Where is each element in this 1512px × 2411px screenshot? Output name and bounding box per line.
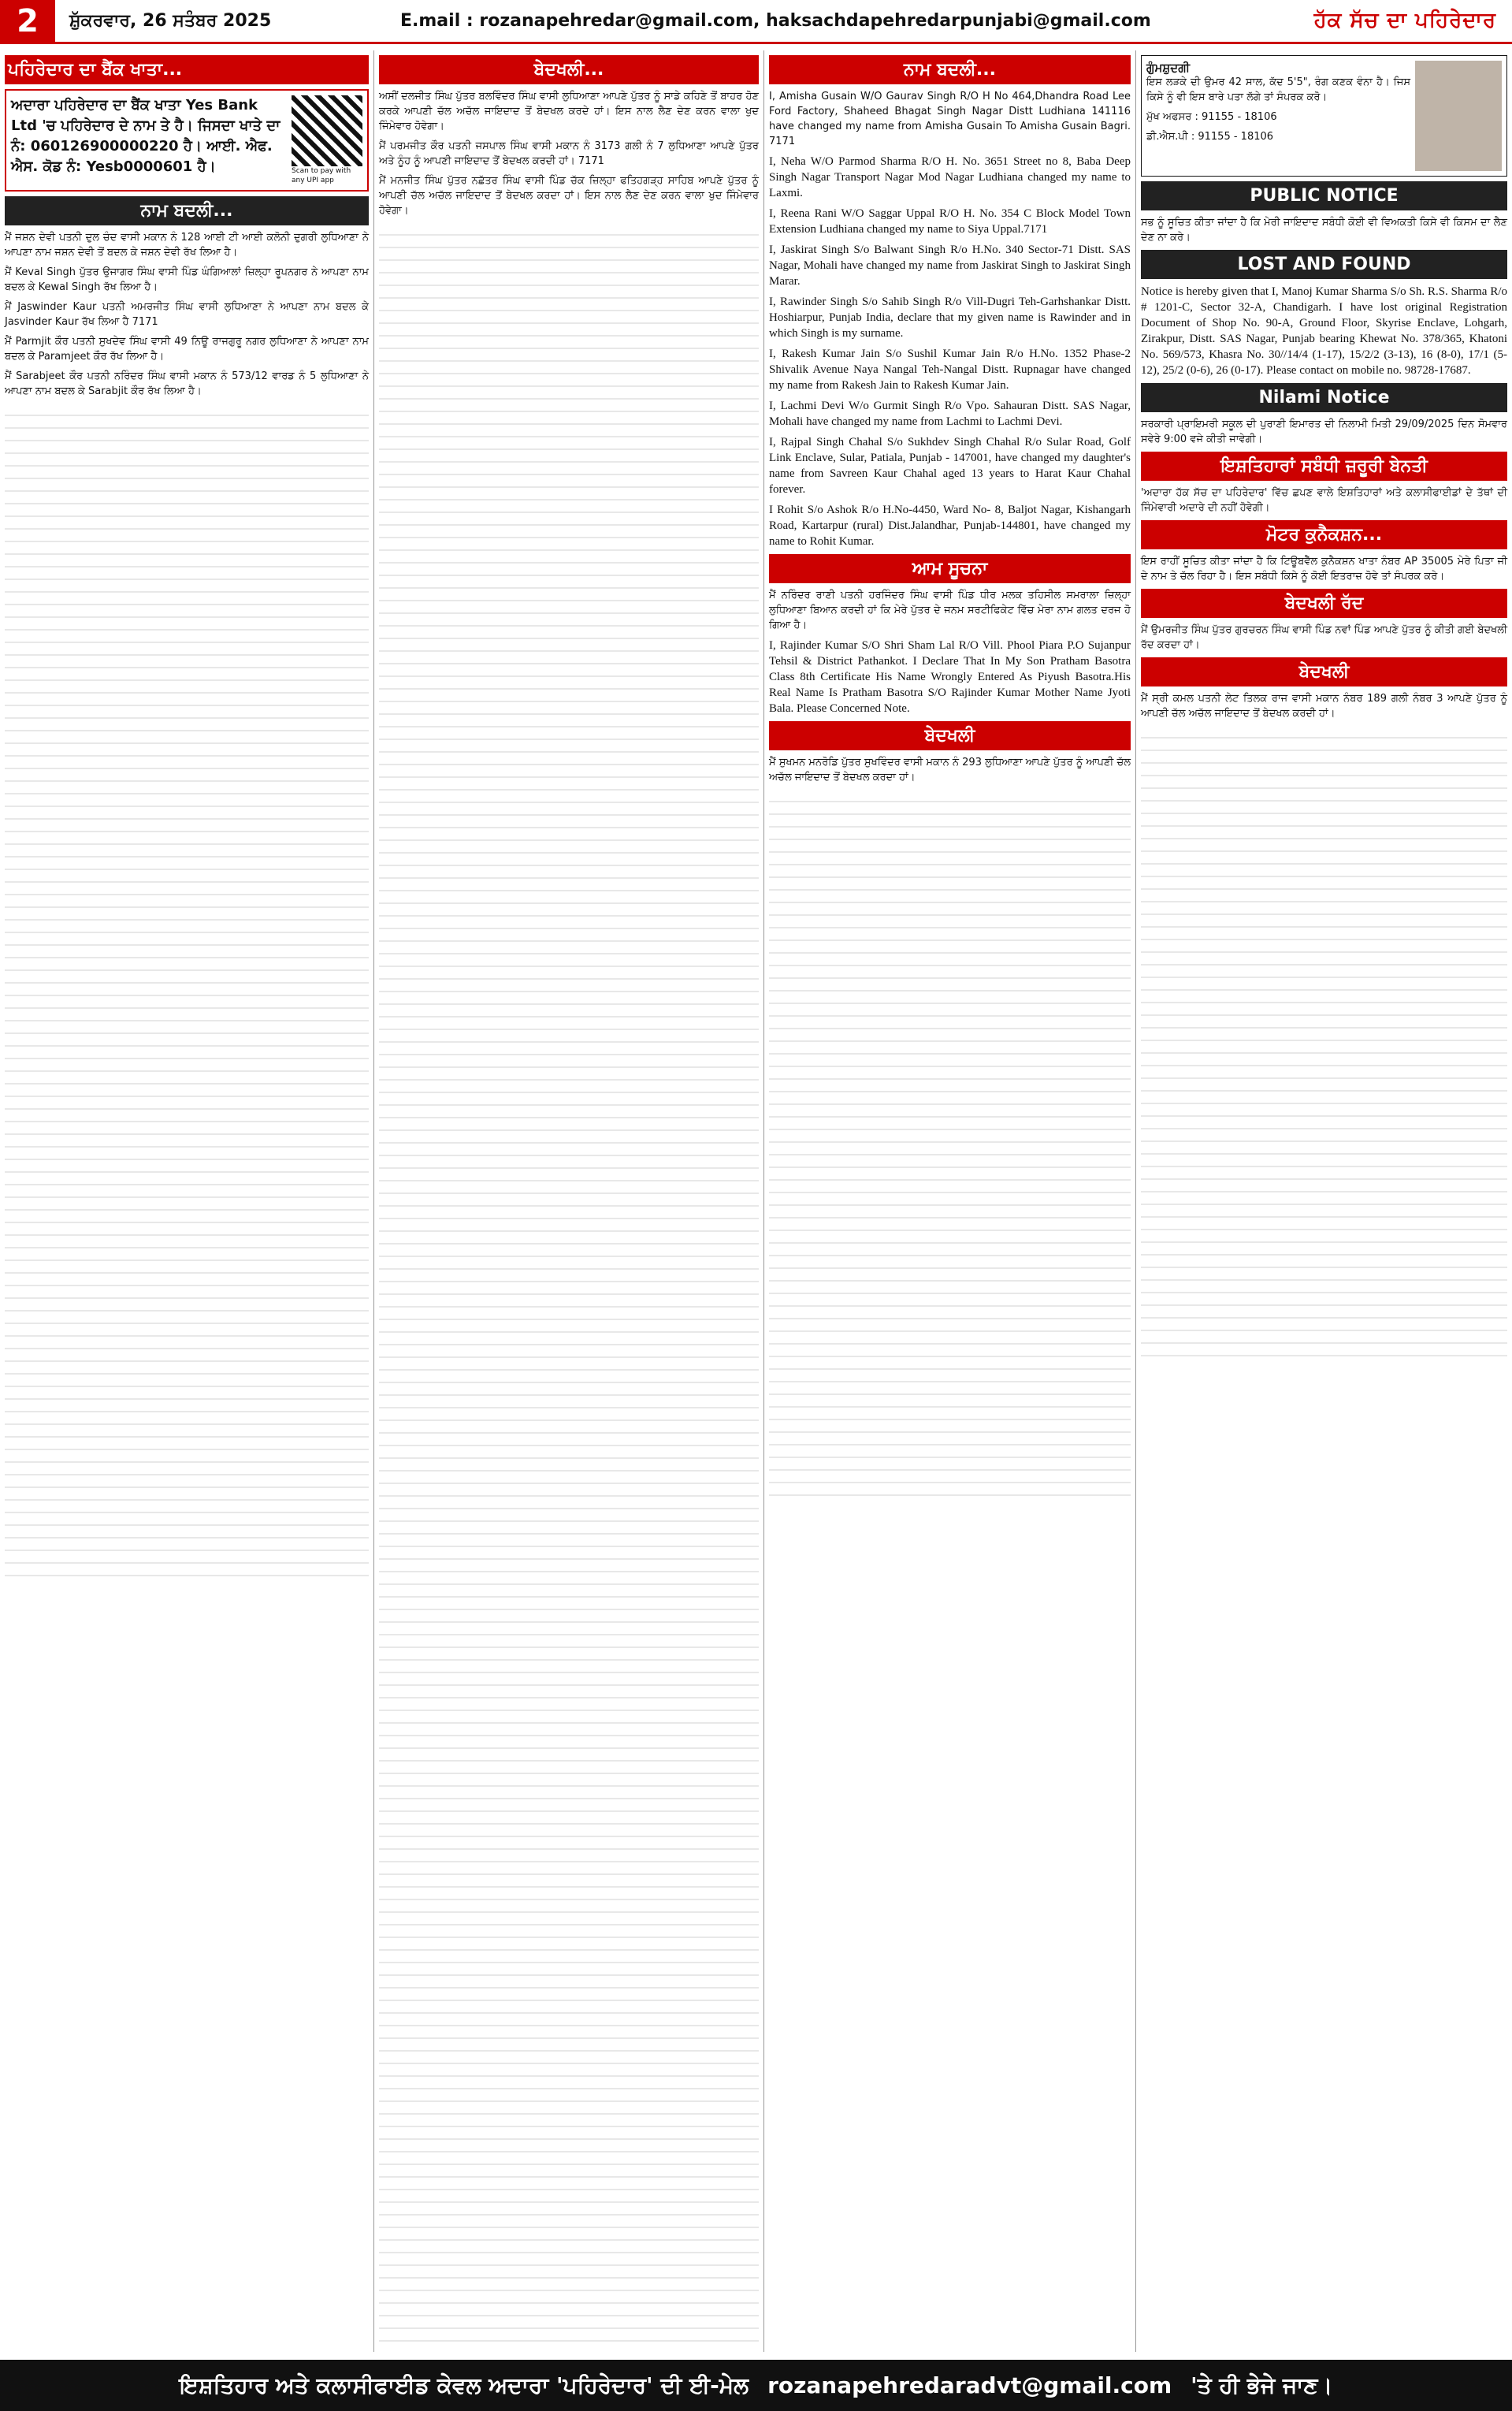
column-4 bbox=[1136, 50, 1512, 2352]
general-notice-title: ਆਮ ਸੂਚਨਾ bbox=[769, 554, 1131, 583]
list-item: I Rohit S/o Ashok R/o H.No-4450, Ward No- 8, Baljot Nagar, Kishangarh Road, Kartarpur (rural) Dist.Jalandhar, Punjab-144801, have changed my name to Rohit Kumar. bbox=[769, 504, 1131, 548]
public-notice-text: ਸਭ ਨੂੰ ਸੂਚਿਤ ਕੀਤਾ ਜਾਂਦਾ ਹੈ ਕਿ ਮੇਰੀ ਜਾਇਦਾਦ ਸਬੰਧੀ ਕੋਈ ਵੀ ਵਿਅਕਤੀ ਕਿਸੇ ਵੀ ਕਿਸਮ ਦਾ ਲੈਣ ਦੇਣ ਨਾ ਕਰੇ। bbox=[1141, 217, 1507, 244]
list-item: ਮੈਂ ਪਰਮਜੀਤ ਕੌਰ ਪਤਨੀ ਜਸਪਾਲ ਸਿੰਘ ਵਾਸੀ ਮਕਾਨ ਨੰ 3173 ਗਲੀ ਨੰ 7 ਲੁਧਿਆਣਾ ਆਪਣੇ ਪੁੱਤਰ ਅਤੇ ਨੂੰਹ ਨੂੰ ਆਪਣੀ ਜਾਇਦਾਦ ਤੋਂ ਬੇਦਖਲ ਕਰਦੀ ਹਾਂ। 7171 bbox=[379, 140, 759, 167]
list-item: I, Amisha Gusain W/O Gaurav Singh R/O H No 464,Dhandra Road Lee Ford Factory, Shaheed Bhagat Singh Nagar Distt Ludhiana 141116 have changed my name from Amisha Gusain To Amisha Gusain Bagri. 7171 bbox=[769, 91, 1131, 147]
column-3 bbox=[764, 50, 1136, 2352]
list-item: I, Jaskirat Singh S/o Balwant Singh R/o H.No. 340 Sector-71 Distt. SAS Nagar, Mohali have changed my name from Jaskirat Singh to Jaskirat Singh Marar. bbox=[769, 244, 1131, 288]
lost-found-text: Notice is hereby given that I, Manoj Kumar Sharma S/o Sh. R.S. Sharma R/o # 1201-C, Sector 32-A, Chandigarh. I have lost original Registration Document of Shop No. 90-A, Ground Floor, Skyrise Enclave, Lohgarh, Zirakpur, Distt. SAS Nagar, Punjab bearing Khewat No. 378/365, Khatoni No. 569/573, Khasra No. 30//14/4 (1-17), 15/2/2 (3-13), 16 (8-0), 17/1 (5-12), 25/2 (0-6), 26 (0-17). Please contact on mobile no. 98728-17687. bbox=[1141, 285, 1507, 377]
lost-found-title: LOST AND FOUND bbox=[1141, 250, 1507, 279]
list-item: ਮੈਂ Keval Singh ਪੁੱਤਰ ਉਜਾਗਰ ਸਿੰਘ ਵਾਸੀ ਪਿੰਡ ਘੰਗਿਆਲਾਂ ਜ਼ਿਲ੍ਹਾ ਰੂਪਨਗਰ ਨੇ ਆਪਣਾ ਨਾਮ ਬਦਲ ਕੇ Kewal Singh ਰੱਖ ਲਿਆ ਹੈ। bbox=[5, 266, 369, 293]
contact-email: E.mail : rozanapehredar@gmail.com, haksachdapehredarpunjabi@gmail.com bbox=[400, 11, 1151, 31]
issue-date: ਸ਼ੁੱਕਰਵਾਰ, 26 ਸਤੰਬਰ 2025 bbox=[69, 11, 272, 31]
name-change-title: ਨਾਮ ਬਦਲੀ... bbox=[5, 196, 369, 225]
qr-code-icon bbox=[292, 95, 362, 166]
list-item: ਅਸੀਂ ਦਲਜੀਤ ਸਿੰਘ ਪੁੱਤਰ ਬਲਵਿੰਦਰ ਸਿੰਘ ਵਾਸੀ ਲੁਧਿਆਣਾ ਆਪਣੇ ਪੁੱਤਰ ਨੂੰ ਸਾਡੇ ਕਹਿਣੇ ਤੋਂ ਬਾਹਰ ਹੋਣ ਕਰਕੇ ਆਪਣੀ ਚੱਲ ਅਚੱਲ ਜਾਇਦਾਦ ਤੋਂ ਬੇਦਖਲ ਕਰਦੇ ਹਾਂ। ਇਸ ਨਾਲ ਲੈਣ ਦੇਣ ਕਰਨ ਵਾਲਾ ਖੁਦ ਜਿੰਮੇਵਾਰ ਹੋਵੇਗਾ। bbox=[379, 91, 759, 132]
motor-connection-text: ਇਸ ਰਾਹੀਂ ਸੂਚਿਤ ਕੀਤਾ ਜਾਂਦਾ ਹੈ ਕਿ ਟਿਊਬਵੈੱਲ ਕੁਨੈਕਸ਼ਨ ਖਾਤਾ ਨੰਬਰ AP 35005 ਮੇਰੇ ਪਿਤਾ ਜੀ ਦੇ ਨਾਮ ਤੇ ਚੱਲ ਰਿਹਾ ਹੈ। ਇਸ ਸਬੰਧੀ ਕਿਸੇ ਨੂੰ ਕੋਈ ਇਤਰਾਜ਼ ਹੋਵੇ ਤਾਂ ਸੰਪਰਕ ਕਰੇ। bbox=[1141, 556, 1507, 582]
list-item: I, Rajpal Singh Chahal S/o Sukhdev Singh Chahal R/o Sular Road, Golf Link Enclave, Sular, Patiala, Punjab - 147001, have changed my daughter's name from Savreen Kaur Chahal aged 13 years to Harat Kaur Chahal forever. bbox=[769, 436, 1131, 496]
body-text-block bbox=[1141, 726, 1507, 1356]
bedakhli-title: ਬੇਦਖਲੀ... bbox=[379, 55, 759, 84]
bank-box bbox=[5, 89, 369, 192]
list-item: ਮੈਂ ਨਰਿੰਦਰ ਰਾਣੀ ਪਤਨੀ ਹਰਜਿੰਦਰ ਸਿੰਘ ਵਾਸੀ ਪਿੰਡ ਧੀਰ ਮਲਕ ਤਹਿਸੀਲ ਸਮਰਾਲਾ ਜ਼ਿਲ੍ਹਾ ਲੁਧਿਆਣਾ ਬਿਆਨ ਕਰਦੀ ਹਾਂ ਕਿ ਮੇਰੇ ਪੁੱਤਰ ਦੇ ਜਨਮ ਸਰਟੀਫਿਕੇਟ ਵਿੱਚ ਮੇਰਾ ਨਾਮ ਗਲਤ ਦਰਜ ਹੋ ਗਿਆ ਹੈ। bbox=[769, 590, 1131, 631]
body-text-block bbox=[379, 223, 759, 2351]
bank-title: ਪਹਿਰੇਦਾਰ ਦਾ ਬੈਂਕ ਖਾਤਾ... bbox=[5, 55, 369, 84]
bank-text: ਅਦਾਰਾ ਪਹਿਰੇਦਾਰ ਦਾ ਬੈਂਕ ਖਾਤਾ Yes Bank Ltd 'ਚ ਪਹਿਰੇਦਾਰ ਦੇ ਨਾਮ ਤੇ ਹੈ। ਜਿਸਦਾ ਖਾਤੇ ਦਾ ਨੰ: 060126900000220 ਹੈ। ਆਈ. ਐਫ. ਐਸ. ਕੋਡ ਨੰ: Yesb0000601 ਹੈ। bbox=[11, 97, 280, 175]
list-item: I, Rakesh Kumar Jain S/o Sushil Kumar Jain R/o H.No. 1352 Phase-2 Shivalik Avenue Naya Nangal Teh-Nangal Distt. Rupnagar have changed my name from Rakesh Jain to Rakesh Kumar Jain. bbox=[769, 348, 1131, 392]
column-2 bbox=[374, 50, 764, 2352]
phone-1: ਮੁੱਖ ਅਫਸਰ : 91155 - 18106 bbox=[1146, 111, 1277, 123]
missing-person-box bbox=[1141, 55, 1507, 177]
list-item: I, Neha W/O Parmod Sharma R/O H. No. 3651 Street no 8, Baba Deep Singh Nagar Transport Nagar Mod Nagar Ludhiana changed my name to Laxmi. bbox=[769, 155, 1131, 199]
brand-logo: ਹੱਕ ਸੱਚ ਦਾ ਪਹਿਰੇਦਾਰ bbox=[1313, 9, 1496, 32]
bedakhli-cancel-title: ਬੇਦਖਲੀ ਰੱਦ bbox=[1141, 589, 1507, 618]
missing-title: ਗੁੰਮਸ਼ੁਦਗੀ bbox=[1146, 61, 1191, 75]
footer-bar bbox=[0, 2360, 1512, 2411]
bedakhli-cancel-text: ਮੈਂ ਉਮਰਜੀਤ ਸਿੰਘ ਪੁੱਤਰ ਗੁਰਚਰਨ ਸਿੰਘ ਵਾਸੀ ਪਿੰਡ ਨਵਾਂ ਪਿੰਡ ਆਪਣੇ ਪੁੱਤਰ ਨੂੰ ਕੀਤੀ ਗਈ ਬੇਦਖਲੀ ਰੱਦ ਕਰਦਾ ਹਾਂ। bbox=[1141, 624, 1507, 651]
list-item: ਮੈਂ ਜਸ਼ਨ ਦੇਵੀ ਪਤਨੀ ਦੁਲ ਚੰਦ ਵਾਸੀ ਮਕਾਨ ਨੰ 128 ਆਈ ਟੀ ਆਈ ਕਲੋਨੀ ਦੁਗਰੀ ਲੁਧਿਆਣਾ ਨੇ ਆਪਣਾ ਨਾਮ ਜਸ਼ਨ ਦੇਵੀ ਤੋਂ ਬਦਲ ਕੇ ਜਸ਼ਨ ਦੇਵੀ ਰੱਖ ਲਿਆ ਹੈ। bbox=[5, 232, 369, 259]
bedakhli-title-3: ਬੇਦਖਲੀ bbox=[1141, 657, 1507, 686]
column-1 bbox=[0, 50, 374, 2352]
public-notice-title: PUBLIC NOTICE bbox=[1141, 181, 1507, 210]
list-item: ਮੈਂ Sarabjeet ਕੌਰ ਪਤਨੀ ਨਰਿੰਦਰ ਸਿੰਘ ਵਾਸੀ ਮਕਾਨ ਨੰ 573/12 ਵਾਰਡ ਨੰ 5 ਲੁਧਿਆਣਾ ਨੇ ਆਪਣਾ ਨਾਮ ਬਦਲ ਕੇ Sarabjit ਕੌਰ ਰੱਖ ਲਿਆ ਹੈ। bbox=[5, 370, 369, 397]
motor-connection-title: ਮੋਟਰ ਕੁਨੈਕਸ਼ਨ... bbox=[1141, 520, 1507, 549]
nilami-title: Nilami Notice bbox=[1141, 383, 1507, 412]
body-text-block bbox=[5, 404, 369, 1586]
masthead bbox=[0, 0, 1512, 44]
list-item: ਮੈਂ Parmjit ਕੌਰ ਪਤਨੀ ਸੁਖਦੇਵ ਸਿੰਘ ਵਾਸੀ 49 ਨਿਊ ਰਾਜਗੁਰੂ ਨਗਰ ਲੁਧਿਆਣਾ ਨੇ ਆਪਣਾ ਨਾਮ ਬਦਲ ਕੇ Paramjeet ਕੌਰ ਰੱਖ ਲਿਆ ਹੈ। bbox=[5, 336, 369, 363]
nilami-text: ਸਰਕਾਰੀ ਪ੍ਰਾਇਮਰੀ ਸਕੂਲ ਦੀ ਪੁਰਾਣੀ ਇਮਾਰਤ ਦੀ ਨਿਲਾਮੀ ਮਿਤੀ 29/09/2025 ਦਿਨ ਸੋਮਵਾਰ ਸਵੇਰੇ 9:00 ਵਜੇ ਕੀਤੀ ਜਾਵੇਗੀ। bbox=[1141, 419, 1507, 445]
footer-text: ਇਸ਼ਤਿਹਾਰ ਅਤੇ ਕਲਾਸੀਫਾਈਡ ਕੇਵਲ ਅਦਾਰਾ 'ਪਹਿਰੇਦਾਰ' ਦੀ ਈ-ਮੇਲ bbox=[179, 2372, 749, 2398]
list-item: ਮੈਂ ਸੁਖਮਨ ਮਨਰੋਡਿ ਪੁੱਤਰ ਸੁਖਵਿੰਦਰ ਵਾਸੀ ਮਕਾਨ ਨੰ 293 ਲੁਧਿਆਣਾ ਆਪਣੇ ਪੁੱਤਰ ਨੂੰ ਆਪਣੀ ਚੱਲ ਅਚੱਲ ਜਾਇਦਾਦ ਤੋਂ ਬੇਦਖਲ ਕਰਦਾ ਹਾਂ। bbox=[769, 757, 1131, 783]
list-item: I, Rajinder Kumar S/O Shri Sham Lal R/O Vill. Phool Piara P.O Sujanpur Tehsil & District Pathankot. I Declare That In My Son Pratham Basotra Class 8th Certificate His Name Wrongly Entered As Piyush Basotra.His Real Name Is Pratham Basotra S/O Rajinder Kumar Mother Name Jyoti Bala. Please Concerned Note. bbox=[769, 639, 1131, 715]
list-item: ਮੈਂ ਮਨਜੀਤ ਸਿੰਘ ਪੁੱਤਰ ਨਛੱਤਰ ਸਿੰਘ ਵਾਸੀ ਪਿੰਡ ਚੱਕ ਜ਼ਿਲ੍ਹਾ ਫਤਿਹਗੜ੍ਹ ਸਾਹਿਬ ਆਪਣੇ ਪੁੱਤਰ ਨੂੰ ਆਪਣੀ ਚੱਲ ਅਚੱਲ ਜਾਇਦਾਦ ਤੋਂ ਬੇਦਖਲ ਕਰਦਾ ਹਾਂ। ਇਸ ਨਾਲ ਲੈਣ ਦੇਣ ਕਰਨ ਵਾਲਾ ਖੁਦ ਜਿੰਮੇਵਾਰ ਹੋਵੇਗਾ। bbox=[379, 175, 759, 217]
bedakhli-text: ਮੈਂ ਸ੍ਰੀ ਕਮਲ ਪਤਨੀ ਲੇਟ ਤਿਲਕ ਰਾਜ ਵਾਸੀ ਮਕਾਨ ਨੰਬਰ 189 ਗਲੀ ਨੰਬਰ 3 ਆਪਣੇ ਪੁੱਤਰ ਨੂੰ ਆਪਣੀ ਚੱਲ ਅਚੱਲ ਜਾਇਦਾਦ ਤੋਂ ਬੇਦਖਲ ਕਰਦੀ ਹਾਂ। bbox=[1141, 693, 1507, 720]
body-text-block bbox=[769, 790, 1131, 1499]
list-item: I, Lachmi Devi W/o Gurmit Singh R/o Vpo. Sahauran Distt. SAS Nagar, Mohali have changed my name from Lachmi to Lachmi Devi. bbox=[769, 400, 1131, 428]
phone-2: ਡੀ.ਐਸ.ਪੀ : 91155 - 18106 bbox=[1146, 131, 1274, 143]
ad-appeal-text: 'ਅਦਾਰਾ ਹੱਕ ਸੱਚ ਦਾ ਪਹਿਰੇਦਾਰ' ਵਿੱਚ ਛਪਣ ਵਾਲੇ ਇਸ਼ਤਿਹਾਰਾਂ ਅਤੇ ਕਲਾਸੀਫਾਈਡਾਂ ਦੇ ਤੱਥਾਂ ਦੀ ਜਿੰਮੇਵਾਰੀ ਅਦਾਰੇ ਦੀ ਨਹੀਂ ਹੋਵੇਗੀ। bbox=[1141, 487, 1507, 514]
page-number: 2 bbox=[0, 0, 55, 43]
content-columns bbox=[0, 50, 1512, 2352]
footer-suffix: 'ਤੇ ਹੀ ਭੇਜੇ ਜਾਣ। bbox=[1191, 2372, 1333, 2398]
ad-appeal-title: ਇਸ਼ਤਿਹਾਰਾਂ ਸਬੰਧੀ ਜ਼ਰੂਰੀ ਬੇਨਤੀ bbox=[1141, 452, 1507, 481]
missing-person-photo bbox=[1415, 61, 1502, 171]
bedakhli-title-2: ਬੇਦਖਲੀ bbox=[769, 721, 1131, 750]
qr-caption: Scan to pay with any UPI app bbox=[292, 167, 351, 184]
missing-text: ਇਸ ਲੜਕੇ ਦੀ ਉਮਰ 42 ਸਾਲ, ਕੱਦ 5'5", ਰੰਗ ਕਣਕ ਵੰਨਾ ਹੈ। ਜਿਸ ਕਿਸੇ ਨੂੰ ਵੀ ਇਸ ਬਾਰੇ ਪਤਾ ਲੱਗੇ ਤਾਂ ਸੰਪਰਕ ਕਰੋ। bbox=[1146, 76, 1410, 103]
footer-email: rozanapehredaradvt@gmail.com bbox=[767, 2372, 1172, 2398]
list-item: ਮੈਂ Jaswinder Kaur ਪਤਨੀ ਅਮਰਜੀਤ ਸਿੰਘ ਵਾਸੀ ਲੁਧਿਆਣਾ ਨੇ ਆਪਣਾ ਨਾਮ ਬਦਲ ਕੇ Jasvinder Kaur ਰੱਖ ਲਿਆ ਹੈ 7171 bbox=[5, 301, 369, 328]
name-change-title-en: ਨਾਮ ਬਦਲੀ... bbox=[769, 55, 1131, 84]
list-item: I, Reena Rani W/O Saggar Uppal R/O H. No. 354 C Block Model Town Extension Ludhiana changed my name to Siya Uppal.7171 bbox=[769, 207, 1131, 236]
list-item: I, Rawinder Singh S/o Sahib Singh R/o Vill-Dugri Teh-Garhshankar Distt. Hoshiarpur, Punjab India, declare that my given name is Rawinder and in which Singh is my surname. bbox=[769, 296, 1131, 340]
